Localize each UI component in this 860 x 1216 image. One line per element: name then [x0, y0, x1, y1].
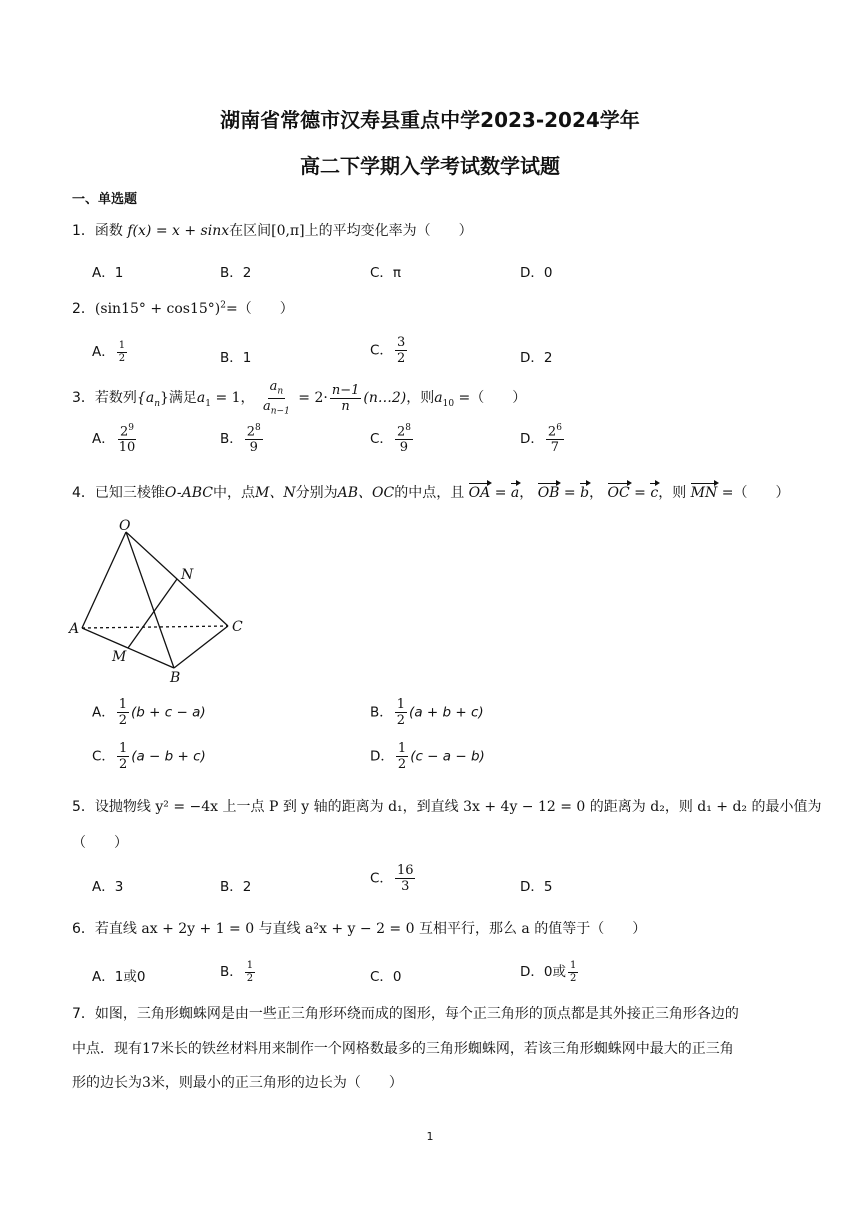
- document-title-line1: 湖南省常德市汉寿县重点中学2023-2024学年: [220, 108, 640, 132]
- figure-label-b: B: [170, 670, 181, 686]
- document-title-line2: 高二下学期入学考试数学试题: [300, 154, 560, 178]
- q1-option-a[interactable]: A．1: [92, 265, 124, 281]
- q4-option-a[interactable]: A． $\frac{1}{2}$ (b + c − a): [92, 697, 206, 728]
- question-number: 4．: [72, 485, 95, 501]
- pyramid-figure: [66, 516, 256, 686]
- q3-option-a[interactable]: A． $\frac{2^9}{10}$: [92, 423, 136, 456]
- question-number: 6．: [72, 921, 95, 937]
- q6-option-a[interactable]: A．1或0: [92, 969, 146, 985]
- figure-label-o: O: [119, 518, 131, 534]
- question-text: 若直线 ax + 2y + 1 = 0 与直线 a²x + y − 2 = 0 互相平行，那么 a 的值等于（ ）: [94, 921, 647, 937]
- q1-option-c[interactable]: C．π: [370, 265, 402, 281]
- page-number: 1: [426, 1130, 434, 1143]
- q6-option-b[interactable]: B． $\frac{1}{2}$: [220, 959, 254, 984]
- q4-option-c[interactable]: C． $\frac{1}{2}$ (a − b + c): [92, 741, 206, 772]
- q6-option-c[interactable]: C．0: [370, 969, 402, 985]
- q3-option-d[interactable]: D． $\frac{2^6}{7}$: [520, 423, 562, 456]
- q2-option-d[interactable]: D．2: [520, 350, 553, 366]
- q4-option-b[interactable]: B． $\frac{1}{2}$ (a + b + c): [370, 697, 484, 728]
- question-number: 1．: [72, 223, 95, 239]
- q5-option-a[interactable]: A．3: [92, 879, 124, 895]
- q5-option-d[interactable]: D．5: [520, 879, 553, 895]
- question-6: [72, 918, 646, 938]
- question-4: 4．已知三棱锥O-ABC中，点M、N分别为AB、OC的中点，且 OA = a， OB = b， OC = c，则 MN =（ ）: [72, 485, 790, 501]
- figure-label-c: C: [232, 619, 243, 635]
- question-text: 函数: [94, 223, 123, 239]
- question-5: [72, 796, 822, 816]
- question-text: 上的平均变化率为（ ）: [304, 223, 473, 239]
- question-number: 3．: [72, 390, 95, 407]
- q4-option-d[interactable]: D． $\frac{1}{2}$ (c − a − b): [370, 741, 485, 772]
- question-number: 2．: [72, 301, 95, 317]
- q2-option-a[interactable]: A． $\frac{1}{2}$: [92, 339, 126, 364]
- section-heading: 一、单选题: [72, 192, 138, 207]
- interval-expression: [0,π]: [271, 223, 305, 239]
- question-3: 3．若数列$\{a_n\}$满足$a_1 = 1$， $\frac{a_n}{a_{n-1}}$ = 2· $\frac{n-1}{n}$ (n…2)，则$a_{10}$ =（ ）: [72, 379, 527, 417]
- question-7-line3: 形的边长为3米，则最小的正三角形的边长为（ ）: [72, 1075, 403, 1091]
- question-7: [72, 1003, 739, 1023]
- question-7-line2: 中点．现有17米长的铁丝材料用来制作一个网格数最多的三角形蜘蛛网，若该三角形蜘蛛网中最大的正三角: [72, 1041, 734, 1057]
- q1-option-d[interactable]: D．0: [520, 265, 553, 281]
- q5-option-b[interactable]: B．2: [220, 879, 252, 895]
- q3-option-b[interactable]: B． $\frac{2^8}{9}$: [220, 423, 261, 456]
- q5-answer-paren: （ ）: [72, 835, 128, 851]
- function-expression: f(x) = x + sinx: [127, 223, 230, 239]
- figure-label-a: A: [69, 621, 80, 637]
- question-text: 如图，三角形蜘蛛网是由一些正三角形环绕而成的图形，每个正三角形的顶点都是其外接正三角形各边的: [94, 1006, 739, 1022]
- question-text: 在区间: [229, 223, 272, 239]
- q2-option-b[interactable]: B．1: [220, 350, 252, 366]
- question-2: [72, 298, 294, 318]
- q6-option-d[interactable]: D．0或 $\frac{1}{2}$: [520, 959, 577, 984]
- q2-option-c[interactable]: C． $\frac{3}{2}$: [370, 335, 406, 366]
- question-1: [72, 220, 473, 240]
- question-text: 设抛物线 y² = −4x 上一点 P 到 y 轴的距离为 d₁，到直线 3x + 4y − 12 = 0 的距离为 d₂，则 d₁ + d₂ 的最小值为: [94, 799, 822, 815]
- exponent: 2: [220, 300, 226, 311]
- figure-label-m: M: [112, 649, 127, 665]
- question-text: =（ ）: [225, 301, 294, 317]
- question-number: 7．: [72, 1006, 95, 1022]
- question-number: 5．: [72, 799, 95, 815]
- figure-label-n: N: [181, 567, 194, 583]
- q1-option-b[interactable]: B．2: [220, 265, 252, 281]
- q5-option-c[interactable]: C． $\frac{16}{3}$: [370, 863, 414, 894]
- trig-expression: (sin15° + cos15°): [94, 301, 221, 317]
- q3-option-c[interactable]: C． $\frac{2^8}{9}$: [370, 423, 411, 456]
